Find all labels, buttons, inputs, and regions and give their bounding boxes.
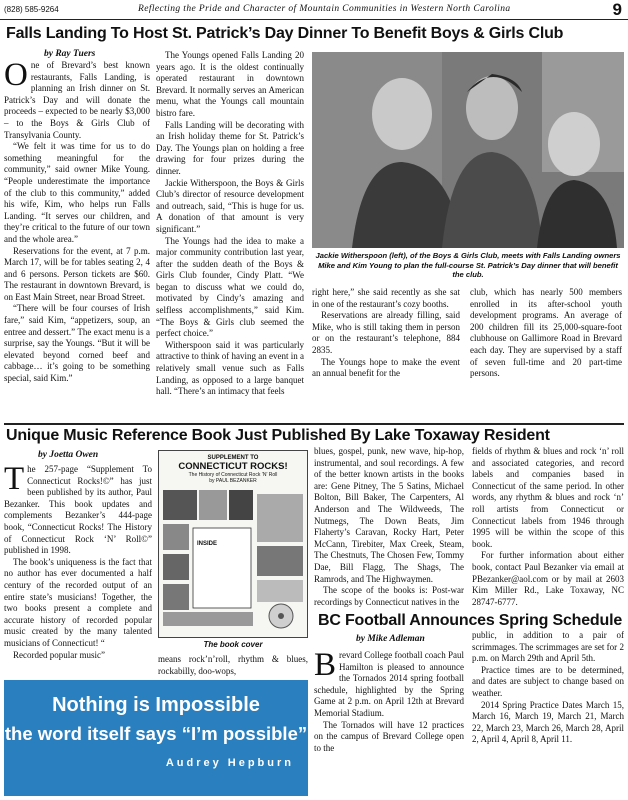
book-title: CONNECTICUT ROCKS! [178, 461, 288, 472]
ad-quote-line-1: Nothing is Impossible [52, 694, 260, 716]
article2-column-1: The 257-page “Supplement To Connecticut Rocks!©” has just been published by its author, Paul Bezanker. This book updates and complements Bezanker’s 444-page book, “Connecticut Rocks! The History of Connecticut Rock ‘N’ Roll©” published in 1998. The book’s uniqueness is the fact that no author has ever documented a half century of the recorded output of an entire state’s musicians! Together, the two books present a complete and accurate history of recorded popular music created by the many talented musicians of Connecticut! “ Recorded popular music” [4, 461, 152, 660]
masthead-motto: Reflecting the Pride and Character of Mountain Communities in Western North Carolina [138, 4, 511, 14]
book-author: by PAUL BEZANKER [209, 478, 257, 484]
section-divider [4, 423, 624, 425]
article2-column-2: means rock’n’roll, rhythm & blues, rockabilly, doo-wops, [158, 654, 308, 676]
book-subtitle: The History of Connecticut Rock ‘N’ Roll [188, 472, 278, 478]
ad-quote-author: Audrey Hepburn [165, 757, 294, 769]
article3-column-1: Brevard College football coach Paul Hamilton is pleased to announce the Tornados 2014 spring football schedule, highlighted by the Spring Game at 2 p.m. on April 12th at Brevard Memorial Stadium. The Tornados will have 12 practices on the campus of Brevard College open to the [314, 647, 464, 753]
book-cover-collage-illustration [159, 484, 309, 632]
article3-headline: BC Football Announces Spring Schedule [318, 612, 623, 629]
article1-headline: Falls Landing To Host St. Patrick’s Day Dinner To Benefit Boys & Girls Club [6, 25, 564, 42]
page-number: 9 [612, 0, 622, 19]
photo-people-illustration [312, 52, 624, 248]
phone-number: (828) 585-9264 [4, 5, 59, 14]
article3-byline: by Mike Adleman [356, 634, 425, 644]
drop-cap: B [314, 647, 337, 683]
article2-column-3: blues, gospel, punk, new wave, hip-hop, instrumental, and soul recordings. A few of the better known artists in the books are: Gene Pitney, The 5 Satins, Michael Bolton, Bill Baker, The Carpenters, Al Anderson and The Wildweeds, The Nutmegs, The Down Beats, Jim Flaherty’s Caravan, Rocky Hart, Peter McCann, Tirebiter, Max Creek, Steam, The Chestnuts, The Chosen Few, Tommy Dae, Bill Flagg, The Shags, The Ramrods, and The Highwaymen. The scope of the books is: Post-war recordings by Connecticut natives in the [314, 446, 464, 607]
book-cover [158, 450, 308, 638]
article3-column-2: public, in addition to a pair of scrimmages. The scrimmages are set for 2 p.m. on March 29th and April 5th. Practice times are to be determined, and dates are subject to change based on weather. 2014 Spring Practice Dates March 15, March 16, March 19, March 21, March 22, March 23, March 26, March 28, April 2, April 4, April 8, April 11. [472, 630, 624, 745]
book-inside-label: INSIDE [197, 541, 218, 547]
ad-quote-line-2: the word itself says “I’m possible” [4, 723, 308, 744]
article1-column-3: right here,” she said recently as she sat in one of the restaurant’s cozy booths. Reservations are already filling, said Mike, who is still taking them in person or on the restaurant’s telephone, 884 2835. The Youngs hope to make the event an annual benefit for the [312, 287, 460, 379]
quote-advertisement [4, 680, 308, 796]
drop-cap: T [4, 461, 25, 497]
article1-column-2: The Youngs opened Falls Landing 20 years ago. It is the oldest continually operated restaurant in downtown Brevard. It normally serves an American menu, what the Youngs call mountain bistro fare. Falls Landing will be decorating with an Irish holiday theme for St. Patrick’s Day. The Youngs plan on holding a free drawing for four prizes during the dinner. Jackie Witherspoon, the Boys & Girls Club’s director of resource development and outreach, said, “This is huge for us. A donation of that amount is very significant.” The Youngs had the idea to make a major community contribution last year, after the sudden death of the Boys & Girls Club founder, Cindy Platt. “We began to discuss what we could do, motivated by Cindy’s amazing and selfless accomplishments,” said Kim. “The Boys & Girls club seemed the perfect choice.” Witherspoon said it was particularly attractive to think of having an event in a relatively small venue such as Falls Landing, as opposed to a large banquet hall. “There’s an intimacy that feels [156, 50, 304, 397]
book-cover-caption: The book cover [203, 640, 263, 649]
article1-photo [312, 52, 624, 248]
article1-photo-caption: Jackie Witherspoon (left), of the Boys & Girls Club, meets with Falls Landing owners Mike and Kim Young to plan the full-course St. Patrick’s Day dinner that will benefit the club. [315, 251, 621, 280]
article2-column-4: fields of rhythm & blues and rock ‘n’ roll and associated categories, and record labels and companies based in Connecticut of the same period. In other words, any rhythm & blues and rock ‘n’ roll artists from Connecticut or Connecticut labels from 1946 through 1995 will be within the scope of this book. For further information about either book, contact Paul Bezanker via email at PBezanker@aol.com or by mail at 2603 Kim Miller Rd., Lake Toxaway, NC 28747-6777. [472, 446, 624, 607]
drop-cap: O [4, 57, 28, 93]
article2-headline: Unique Music Reference Book Just Published By Lake Toxaway Resident [6, 427, 550, 444]
book-tag: SUPPLEMENT TO [207, 455, 259, 461]
article1-column-1: One of Brevard’s best known restaurants, Falls Landing, is planning an Irish dinner on St. Patrick’s Day and will donate the proceeds – expected to be nearly $3,000 – to the Boys & Girls Club of Transylvania County. “We felt it was time for us to do something meaningful for the community,” said owner Mike Young. “People underestimate the importance of the club to this community,” added his wife, Kim, who helps run Falls Landing. “It serves our children, and they’re critical to the future of our town and the whole area.” Reservations for the event, at 7 p.m. March 17, will be for tables seating 2, 4 and 6 persons. Person tickets are $60. The restaurant in downtown Brevard, is on East Main Street, near Broad Street. “There will be four courses of Irish fare,” said Kim, “appetizers, soup, an entree and dessert.” The exact menu is a surprise, say the Youngs. “But it will be elevated beyond corned beef and cabbage… it’s going to be something special, said Kim.” [4, 57, 150, 384]
article2-byline: by Joetta Owen [38, 450, 99, 460]
article1-column-4: club, which has nearly 500 members enrolled in its after-school youth development programs. An average of 200 children fill its 25,000-square-foot clubhouse on Gallimore Road in Brevard each day. They are supervised by a staff of seven full-time and 20 part-time persons. [470, 287, 622, 379]
page-header [0, 0, 628, 20]
article1-byline: by Ray Tuers [44, 49, 96, 59]
